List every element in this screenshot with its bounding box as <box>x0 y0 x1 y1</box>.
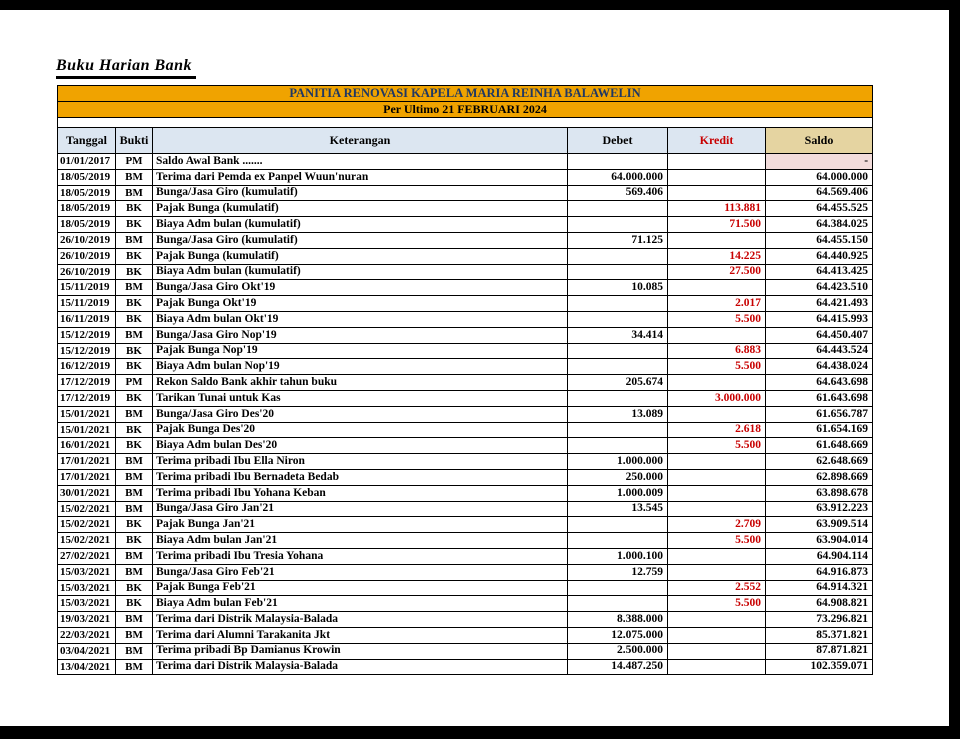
cell-kredit <box>668 375 766 391</box>
cell-tanggal: 15/03/2021 <box>58 580 116 596</box>
cell-keterangan: Bunga/Jasa Giro (kumulatif) <box>153 232 568 248</box>
cell-saldo: 64.455.150 <box>766 232 873 248</box>
ledger-row <box>58 201 873 217</box>
cell-bukti: BM <box>116 485 153 501</box>
cell-kredit: 6.883 <box>668 343 766 359</box>
cell-saldo: 64.423.510 <box>766 280 873 296</box>
column-header-row <box>58 128 873 154</box>
cell-saldo: 87.871.821 <box>766 643 873 659</box>
cell-bukti: BK <box>116 533 153 549</box>
cell-tanggal: 16/12/2019 <box>58 359 116 375</box>
cell-tanggal: 15/02/2021 <box>58 533 116 549</box>
cell-debet <box>568 154 668 170</box>
ledger-row <box>58 548 873 564</box>
right-black-bar <box>949 0 960 739</box>
cell-tanggal: 15/01/2021 <box>58 422 116 438</box>
cell-kredit <box>668 501 766 517</box>
cell-saldo: 63.909.514 <box>766 517 873 533</box>
cell-kredit <box>668 280 766 296</box>
cell-debet: 1.000.000 <box>568 454 668 470</box>
cell-kredit: 71.500 <box>668 217 766 233</box>
cell-keterangan: Terima dari Pemda ex Panpel Wuun'nuran <box>153 169 568 185</box>
cell-keterangan: Pajak Bunga Nop'19 <box>153 343 568 359</box>
cell-tanggal: 26/10/2019 <box>58 264 116 280</box>
ledger-row <box>58 375 873 391</box>
cell-saldo: 64.438.024 <box>766 359 873 375</box>
cell-keterangan: Pajak Bunga Okt'19 <box>153 296 568 312</box>
cell-debet <box>568 533 668 549</box>
cell-keterangan: Tarikan Tunai untuk Kas <box>153 390 568 406</box>
cell-keterangan: Biaya Adm bulan Jan'21 <box>153 533 568 549</box>
cell-saldo: 61.656.787 <box>766 406 873 422</box>
cell-keterangan: Pajak Bunga Jan'21 <box>153 517 568 533</box>
ledger-row <box>58 501 873 517</box>
cell-keterangan: Terima pribadi Bp Damianus Krowin <box>153 643 568 659</box>
cell-keterangan: Bunga/Jasa Giro Okt'19 <box>153 280 568 296</box>
cell-keterangan: Bunga/Jasa Giro (kumulatif) <box>153 185 568 201</box>
cell-kredit: 2.017 <box>668 296 766 312</box>
cell-kredit <box>668 627 766 643</box>
cell-bukti: PM <box>116 154 153 170</box>
cell-tanggal: 18/05/2019 <box>58 169 116 185</box>
cell-bukti: BK <box>116 296 153 312</box>
cell-kredit <box>668 327 766 343</box>
cell-saldo: 64.455.525 <box>766 201 873 217</box>
ledger-row <box>58 485 873 501</box>
cell-keterangan: Biaya Adm bulan Okt'19 <box>153 311 568 327</box>
cell-saldo: 64.413.425 <box>766 264 873 280</box>
cell-saldo: 62.898.669 <box>766 469 873 485</box>
cell-debet: 2.500.000 <box>568 643 668 659</box>
ledger-row <box>58 311 873 327</box>
cell-bukti: BK <box>116 596 153 612</box>
cell-bukti: BK <box>116 438 153 454</box>
cell-bukti: BK <box>116 311 153 327</box>
cell-tanggal: 16/11/2019 <box>58 311 116 327</box>
ledger-row <box>58 659 873 675</box>
cell-kredit: 5.500 <box>668 311 766 327</box>
cell-kredit: 5.500 <box>668 438 766 454</box>
cell-bukti: BM <box>116 643 153 659</box>
cell-debet <box>568 596 668 612</box>
cell-kredit: 5.500 <box>668 359 766 375</box>
cell-keterangan: Bunga/Jasa Giro Des'20 <box>153 406 568 422</box>
cell-saldo: - <box>766 154 873 170</box>
cell-debet: 1.000.100 <box>568 548 668 564</box>
cell-bukti: BM <box>116 659 153 675</box>
cell-kredit <box>668 564 766 580</box>
cell-bukti: BK <box>116 248 153 264</box>
ledger-row <box>58 217 873 233</box>
cell-kredit <box>668 185 766 201</box>
cell-saldo: 102.359.071 <box>766 659 873 675</box>
cell-kredit <box>668 612 766 628</box>
cell-tanggal: 15/12/2019 <box>58 327 116 343</box>
cell-debet: 569.406 <box>568 185 668 201</box>
ledger-row <box>58 264 873 280</box>
cell-tanggal: 17/01/2021 <box>58 454 116 470</box>
cell-bukti: BM <box>116 454 153 470</box>
ledger-row <box>58 438 873 454</box>
cell-kredit: 2.552 <box>668 580 766 596</box>
cell-keterangan: Rekon Saldo Bank akhir tahun buku <box>153 375 568 391</box>
col-header-saldo: Saldo <box>766 128 873 154</box>
ledger-row <box>58 643 873 659</box>
cell-bukti: BM <box>116 327 153 343</box>
cell-saldo: 64.000.000 <box>766 169 873 185</box>
ledger-row <box>58 627 873 643</box>
col-header-debet: Debet <box>568 128 668 154</box>
cell-bukti: BM <box>116 406 153 422</box>
cell-debet <box>568 217 668 233</box>
ledger-row <box>58 169 873 185</box>
cell-debet: 250.000 <box>568 469 668 485</box>
cell-keterangan: Biaya Adm bulan (kumulatif) <box>153 217 568 233</box>
cell-tanggal: 15/11/2019 <box>58 280 116 296</box>
cell-tanggal: 16/01/2021 <box>58 438 116 454</box>
cell-saldo: 61.654.169 <box>766 422 873 438</box>
ledger-row <box>58 469 873 485</box>
cell-debet: 14.487.250 <box>568 659 668 675</box>
cell-debet <box>568 438 668 454</box>
subtitle-row <box>58 102 873 118</box>
cell-tanggal: 15/11/2019 <box>58 296 116 312</box>
cell-kredit <box>668 485 766 501</box>
ledger-row <box>58 232 873 248</box>
cell-kredit <box>668 154 766 170</box>
cell-keterangan: Biaya Adm bulan (kumulatif) <box>153 264 568 280</box>
ledger-row <box>58 406 873 422</box>
bottom-black-bar <box>0 726 960 739</box>
cell-tanggal: 15/01/2021 <box>58 406 116 422</box>
cell-keterangan: Terima dari Distrik Malaysia-Balada <box>153 659 568 675</box>
top-black-bar <box>0 0 960 10</box>
cell-saldo: 85.371.821 <box>766 627 873 643</box>
cell-debet <box>568 580 668 596</box>
ledger-row <box>58 422 873 438</box>
cell-keterangan: Terima pribadi Ibu Tresia Yohana <box>153 548 568 564</box>
cell-saldo: 64.443.524 <box>766 343 873 359</box>
cell-bukti: BK <box>116 264 153 280</box>
ledger-row <box>58 533 873 549</box>
spacer-cell <box>58 118 873 128</box>
cell-saldo: 73.296.821 <box>766 612 873 628</box>
cell-keterangan: Terima pribadi Ibu Yohana Keban <box>153 485 568 501</box>
cell-tanggal: 18/05/2019 <box>58 217 116 233</box>
cell-kredit: 5.500 <box>668 533 766 549</box>
cell-debet: 13.089 <box>568 406 668 422</box>
cell-keterangan: Terima dari Alumni Tarakanita Jkt <box>153 627 568 643</box>
cell-kredit: 14.225 <box>668 248 766 264</box>
cell-kredit: 2.618 <box>668 422 766 438</box>
cell-bukti: BM <box>116 169 153 185</box>
cell-debet: 12.759 <box>568 564 668 580</box>
cell-kredit <box>668 469 766 485</box>
ledger-row <box>58 248 873 264</box>
cell-bukti: BM <box>116 185 153 201</box>
cell-kredit <box>668 659 766 675</box>
cell-tanggal: 15/02/2021 <box>58 501 116 517</box>
cell-tanggal: 15/03/2021 <box>58 596 116 612</box>
cell-debet <box>568 296 668 312</box>
cell-tanggal: 30/01/2021 <box>58 485 116 501</box>
ledger-row <box>58 327 873 343</box>
cell-bukti: BK <box>116 580 153 596</box>
table-title: PANITIA RENOVASI KAPELA MARIA REINHA BALAWELIN <box>58 86 873 102</box>
cell-keterangan: Bunga/Jasa Giro Jan'21 <box>153 501 568 517</box>
cell-bukti: BM <box>116 627 153 643</box>
cell-saldo: 64.440.925 <box>766 248 873 264</box>
cell-bukti: PM <box>116 375 153 391</box>
ledger-row <box>58 580 873 596</box>
cell-bukti: BK <box>116 201 153 217</box>
cell-saldo: 64.643.698 <box>766 375 873 391</box>
cell-debet: 34.414 <box>568 327 668 343</box>
cell-debet: 1.000.009 <box>568 485 668 501</box>
cell-keterangan: Biaya Adm bulan Nop'19 <box>153 359 568 375</box>
cell-debet <box>568 390 668 406</box>
cell-bukti: BK <box>116 217 153 233</box>
cell-tanggal: 13/04/2021 <box>58 659 116 675</box>
cell-tanggal: 27/02/2021 <box>58 548 116 564</box>
cell-debet: 71.125 <box>568 232 668 248</box>
cell-tanggal: 18/05/2019 <box>58 201 116 217</box>
cell-bukti: BK <box>116 359 153 375</box>
cell-bukti: BM <box>116 501 153 517</box>
cell-kredit <box>668 406 766 422</box>
col-header-tanggal: Tanggal <box>58 128 116 154</box>
cell-bukti: BM <box>116 232 153 248</box>
cell-bukti: BM <box>116 548 153 564</box>
cell-keterangan: Terima dari Distrik Malaysia-Balada <box>153 612 568 628</box>
ledger-row <box>58 612 873 628</box>
cell-debet: 13.545 <box>568 501 668 517</box>
cell-tanggal: 17/12/2019 <box>58 375 116 391</box>
cell-saldo: 64.415.993 <box>766 311 873 327</box>
cell-saldo: 63.912.223 <box>766 501 873 517</box>
cell-debet: 10.085 <box>568 280 668 296</box>
cell-bukti: BM <box>116 612 153 628</box>
cell-saldo: 63.904.014 <box>766 533 873 549</box>
cell-debet: 8.388.000 <box>568 612 668 628</box>
cell-kredit: 113.881 <box>668 201 766 217</box>
table-subtitle: Per Ultimo 21 FEBRUARI 2024 <box>58 102 873 118</box>
cell-saldo: 61.643.698 <box>766 390 873 406</box>
cell-tanggal: 01/01/2017 <box>58 154 116 170</box>
cell-tanggal: 15/03/2021 <box>58 564 116 580</box>
cell-saldo: 62.648.669 <box>766 454 873 470</box>
ledger-row <box>58 517 873 533</box>
cell-kredit <box>668 643 766 659</box>
col-header-keterangan: Keterangan <box>153 128 568 154</box>
cell-bukti: BM <box>116 564 153 580</box>
title-row <box>58 86 873 102</box>
cell-kredit <box>668 232 766 248</box>
ledger-body <box>58 154 873 675</box>
cell-keterangan: Terima pribadi Ibu Bernadeta Bedab <box>153 469 568 485</box>
cell-kredit: 27.500 <box>668 264 766 280</box>
cell-tanggal: 17/01/2021 <box>58 469 116 485</box>
bank-ledger-table <box>57 85 873 675</box>
ledger-row <box>58 154 873 170</box>
ledger-row <box>58 454 873 470</box>
cell-tanggal: 22/03/2021 <box>58 627 116 643</box>
ledger-row <box>58 564 873 580</box>
cell-kredit: 3.000.000 <box>668 390 766 406</box>
cell-saldo: 64.450.407 <box>766 327 873 343</box>
cell-saldo: 64.421.493 <box>766 296 873 312</box>
cell-keterangan: Bunga/Jasa Giro Feb'21 <box>153 564 568 580</box>
col-header-bukti: Bukti <box>116 128 153 154</box>
ledger-row <box>58 596 873 612</box>
ledger-row <box>58 280 873 296</box>
cell-kredit: 5.500 <box>668 596 766 612</box>
cell-bukti: BK <box>116 343 153 359</box>
cell-debet <box>568 517 668 533</box>
cell-keterangan: Pajak Bunga (kumulatif) <box>153 201 568 217</box>
spacer-row <box>58 118 873 128</box>
cell-kredit: 2.709 <box>668 517 766 533</box>
cell-saldo: 64.904.114 <box>766 548 873 564</box>
cell-debet <box>568 343 668 359</box>
cell-kredit <box>668 548 766 564</box>
cell-keterangan: Biaya Adm bulan Feb'21 <box>153 596 568 612</box>
cell-keterangan: Pajak Bunga (kumulatif) <box>153 248 568 264</box>
cell-tanggal: 26/10/2019 <box>58 248 116 264</box>
cell-debet <box>568 248 668 264</box>
cell-keterangan: Pajak Bunga Feb'21 <box>153 580 568 596</box>
cell-saldo: 61.648.669 <box>766 438 873 454</box>
cell-keterangan: Saldo Awal Bank ....... <box>153 154 568 170</box>
cell-bukti: BK <box>116 390 153 406</box>
cell-saldo: 64.908.821 <box>766 596 873 612</box>
cell-saldo: 64.569.406 <box>766 185 873 201</box>
cell-debet: 64.000.000 <box>568 169 668 185</box>
cell-keterangan: Biaya Adm bulan Des'20 <box>153 438 568 454</box>
cell-debet <box>568 201 668 217</box>
cell-debet: 205.674 <box>568 375 668 391</box>
cell-tanggal: 26/10/2019 <box>58 232 116 248</box>
document-title: Buku Harian Bank <box>56 57 196 79</box>
cell-tanggal: 15/12/2019 <box>58 343 116 359</box>
ledger-row <box>58 343 873 359</box>
cell-kredit <box>668 169 766 185</box>
cell-saldo: 64.914.321 <box>766 580 873 596</box>
cell-saldo: 64.384.025 <box>766 217 873 233</box>
cell-tanggal: 17/12/2019 <box>58 390 116 406</box>
cell-bukti: BM <box>116 469 153 485</box>
cell-bukti: BM <box>116 280 153 296</box>
cell-bukti: BK <box>116 517 153 533</box>
cell-bukti: BK <box>116 422 153 438</box>
cell-debet <box>568 264 668 280</box>
cell-saldo: 64.916.873 <box>766 564 873 580</box>
cell-keterangan: Terima pribadi Ibu Ella Niron <box>153 454 568 470</box>
cell-tanggal: 03/04/2021 <box>58 643 116 659</box>
cell-tanggal: 18/05/2019 <box>58 185 116 201</box>
cell-tanggal: 15/02/2021 <box>58 517 116 533</box>
ledger-row <box>58 296 873 312</box>
cell-debet <box>568 422 668 438</box>
cell-saldo: 63.898.678 <box>766 485 873 501</box>
cell-keterangan: Pajak Bunga Des'20 <box>153 422 568 438</box>
cell-tanggal: 19/03/2021 <box>58 612 116 628</box>
col-header-kredit: Kredit <box>668 128 766 154</box>
cell-debet <box>568 311 668 327</box>
ledger-row <box>58 185 873 201</box>
ledger-row <box>58 390 873 406</box>
ledger-row <box>58 359 873 375</box>
cell-debet: 12.075.000 <box>568 627 668 643</box>
cell-keterangan: Bunga/Jasa Giro Nop'19 <box>153 327 568 343</box>
cell-debet <box>568 359 668 375</box>
cell-kredit <box>668 454 766 470</box>
